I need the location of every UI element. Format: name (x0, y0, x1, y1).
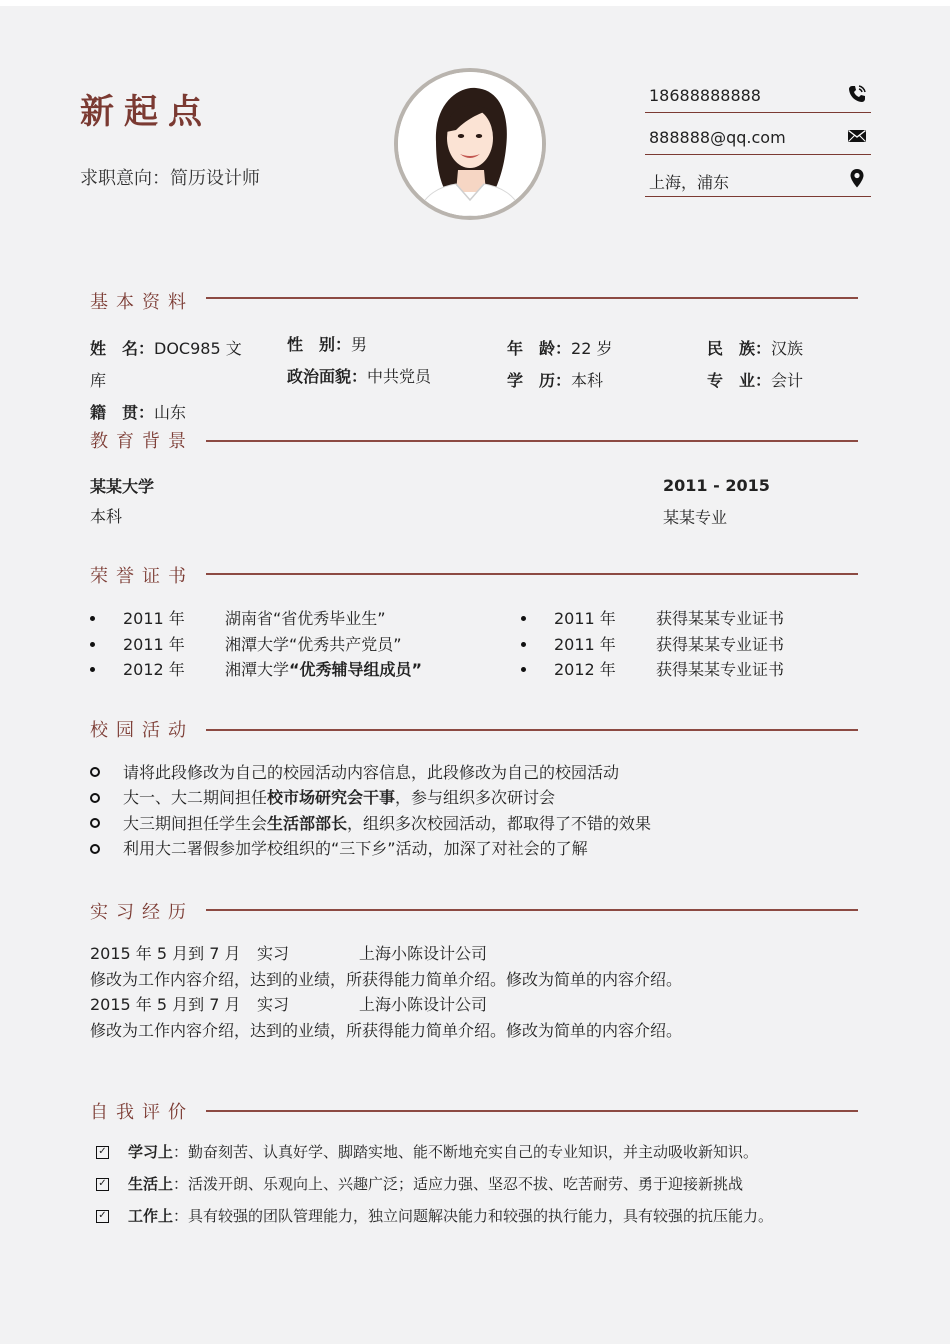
mail-icon (847, 126, 867, 146)
campus-item-1-text: 请将此段修改为自己的校园活动内容信息，此段修改为自己的校园活动 (123, 763, 620, 782)
intern-1-role: 实习 (257, 944, 290, 963)
section-title-internship: 实习经历 (90, 902, 194, 923)
basic-major (707, 368, 803, 391)
intern-2-date: 2015 年 5 月到 7 月 (90, 995, 241, 1014)
bullet-dot (90, 642, 95, 647)
section-divider (206, 573, 858, 575)
honor-right-3-year: 2012 年 (554, 660, 616, 679)
bullet-ring (90, 767, 100, 777)
basic-political-value: 中共党员 (367, 367, 432, 386)
section-title-honors: 荣誉证书 (90, 566, 194, 587)
self-item-2 (128, 1173, 743, 1194)
section-title-education: 教育背景 (90, 431, 194, 452)
basic-degree (507, 368, 603, 391)
honor-left-1-year: 2011 年 (123, 609, 185, 628)
basic-gender (287, 332, 367, 355)
basic-name-value: DOC985 文 (154, 339, 242, 358)
section-divider (206, 909, 858, 911)
basic-ethnicity-label: 民 族： (707, 339, 772, 358)
candidate-name: 新起点 (80, 92, 212, 132)
self-item-3 (128, 1205, 773, 1226)
intern-2-desc: 修改为工作内容介绍，达到的业绩，所获得能力简单介绍。修改为简单的内容介绍。 (90, 1021, 683, 1040)
campus-item-1 (123, 760, 619, 783)
checkbox-icon: ✓ (96, 1210, 109, 1223)
basic-age-value: 22 岁 (571, 339, 613, 358)
basic-gender-value: 男 (351, 335, 368, 354)
campus-item-2 (123, 785, 555, 808)
contact-location-row (645, 156, 871, 197)
self-item-1-text: ：勤奋刻苦、认真好学、脚踏实地、能不断地充实自己的专业知识，并主动吸收新知识。 (173, 1143, 759, 1161)
basic-age (507, 336, 612, 359)
bullet-dot (521, 667, 526, 672)
basic-gender-label: 性 别： (287, 335, 352, 354)
section-title-self: 自我评价 (90, 1102, 194, 1123)
section-title-basic: 基本资料 (90, 292, 194, 313)
honor-left-3-year: 2012 年 (123, 660, 185, 679)
phone-number[interactable]: 18688888888 (649, 86, 761, 105)
basic-name-wrap: 库 (90, 371, 107, 390)
self-item-1-label: 学习上 (128, 1143, 174, 1161)
basic-age-label: 年 龄： (507, 339, 572, 358)
location-text: 上海，浦东 (649, 173, 730, 192)
campus-item-4 (123, 836, 588, 859)
email-address[interactable]: 888888@qq.com (649, 128, 786, 147)
campus-item-3-pre: 大三期间担任学生会 (123, 814, 268, 833)
profile-photo (394, 68, 546, 220)
job-objective (80, 164, 260, 190)
campus-item-2-bold: 校市场研究会干事 (267, 788, 396, 807)
self-item-3-text: ：具有较强的团队管理能力，独立问题解决能力和较强的执行能力，具有较强的抗压能力。 (173, 1207, 774, 1225)
basic-origin-value: 山东 (154, 403, 187, 422)
basic-origin-label: 籍 贯： (90, 403, 155, 422)
bullet-ring (90, 818, 100, 828)
map-pin-icon (847, 168, 867, 188)
honor-left-3-bold: “优秀辅导组成员” (289, 660, 423, 679)
edu-years: 2011 - 2015 (663, 476, 770, 495)
intern-2-company: 上海小陈设计公司 (359, 995, 488, 1014)
intern-2-role: 实习 (257, 995, 290, 1014)
checkbox-icon: ✓ (96, 1146, 109, 1159)
intern-1-desc: 修改为工作内容介绍，达到的业绩，所获得能力简单介绍。修改为简单的内容介绍。 (90, 970, 683, 989)
honor-right-2-year: 2011 年 (554, 635, 616, 654)
edu-major: 某某专业 (663, 508, 728, 527)
self-item-3-label: 工作上 (128, 1207, 174, 1225)
campus-item-3-bold: 生活部部长 (267, 814, 348, 833)
section-divider (206, 440, 858, 442)
campus-item-3 (123, 811, 651, 834)
basic-name-label: 姓 名： (90, 339, 155, 358)
basic-political (287, 364, 431, 387)
bullet-dot (521, 616, 526, 621)
self-item-2-text: ：活泼开朗、乐观向上、兴趣广泛；适应力强、坚忍不拔、吃苦耐劳、勇于迎接新挑战 (173, 1175, 744, 1193)
honor-right-3-text: 获得某某专业证书 (656, 660, 785, 679)
honor-right-1-year: 2011 年 (554, 609, 616, 628)
campus-item-2-pre: 大一、大二期间担任 (123, 788, 268, 807)
basic-origin (90, 400, 186, 423)
objective-label: 求职意向： (80, 168, 170, 189)
contact-email-row (645, 114, 871, 155)
basic-major-value: 会计 (771, 371, 804, 390)
edu-degree: 本科 (90, 507, 123, 526)
bullet-dot (90, 616, 95, 621)
honor-left-3-prefix: 湘潭大学 (225, 660, 290, 679)
self-item-2-label: 生活上 (128, 1175, 174, 1193)
section-divider (206, 297, 858, 299)
honor-left-2-year: 2011 年 (123, 635, 185, 654)
basic-ethnicity (707, 336, 803, 359)
honor-right-1-text: 获得某某专业证书 (656, 609, 785, 628)
edu-school: 某某大学 (90, 477, 155, 496)
contact-phone-row (645, 72, 871, 113)
honor-left-3-text (225, 657, 422, 680)
section-title-campus: 校园活动 (90, 720, 194, 741)
bullet-dot (521, 642, 526, 647)
intern-1-company: 上海小陈设计公司 (359, 944, 488, 963)
campus-item-2-post: ，参与组织多次研讨会 (395, 788, 556, 807)
section-divider (206, 1110, 858, 1112)
basic-degree-label: 学 历： (507, 371, 572, 390)
section-divider (206, 729, 858, 731)
campus-item-3-post: ，组织多次校园活动，都取得了不错的效果 (347, 814, 652, 833)
campus-item-4-text: 利用大二署假参加学校组织的“三下乡”活动，加深了对社会的了解 (123, 839, 588, 858)
self-item-1 (128, 1141, 758, 1162)
basic-name (90, 336, 242, 359)
basic-degree-value: 本科 (571, 371, 604, 390)
objective-value: 简历设计师 (170, 168, 260, 189)
basic-political-label: 政治面貌： (287, 367, 368, 386)
honor-right-2-text: 获得某某专业证书 (656, 635, 785, 654)
intern-1-date: 2015 年 5 月到 7 月 (90, 944, 241, 963)
bullet-ring (90, 844, 100, 854)
phone-icon (847, 84, 867, 104)
honor-left-2-text: 湘潭大学“优秀共产党员” (225, 635, 402, 654)
bullet-ring (90, 793, 100, 803)
honor-left-1-text: 湖南省“省优秀毕业生” (225, 609, 386, 628)
basic-ethnicity-value: 汉族 (771, 339, 804, 358)
bullet-dot (90, 667, 95, 672)
basic-major-label: 专 业： (707, 371, 772, 390)
checkbox-icon: ✓ (96, 1178, 109, 1191)
resume-page (0, 6, 950, 1344)
